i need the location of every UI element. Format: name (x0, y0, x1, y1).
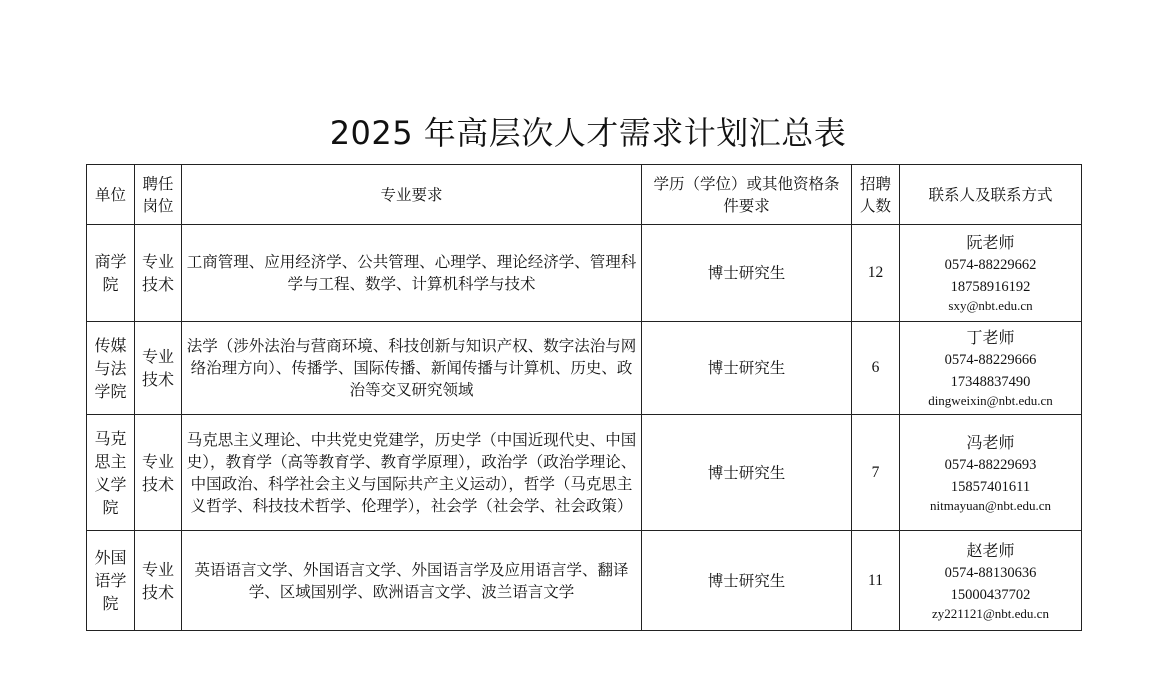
cell-contact (900, 225, 1082, 322)
contact-mobile: 18758916192 (950, 279, 1031, 295)
header-contact: 联系人及联系方式 (900, 165, 1082, 225)
unit-label: 马克思主义学院 (94, 428, 127, 517)
cell-education: 博士研究生 (642, 225, 852, 322)
cell-count: 11 (852, 531, 900, 631)
header-major: 专业要求 (182, 165, 642, 225)
cell-contact (900, 415, 1082, 531)
contact-phone: 0574-88229693 (944, 456, 1037, 473)
contact-mobile: 15000437702 (950, 586, 1031, 603)
contact-name: 丁老师 (966, 328, 1015, 347)
contact-name: 阮老师 (966, 233, 1015, 252)
table-row (87, 531, 1082, 631)
contact-name: 赵老师 (966, 540, 1015, 560)
major-text: 马克思主义理论、中共党史党建学，历史学（中国近现代史、中国史），教育学（高等教育学、教育学原理），政治学（政治学理论、中国政治、科学社会主义与国际共产主义运动），哲学（马克思主义哲学、科技技术哲学、伦理学），社会学（社会学、社会政策） (186, 430, 637, 515)
cell-unit (87, 225, 135, 322)
cell-count: 6 (852, 322, 900, 415)
unit-label: 外国语学院 (94, 548, 127, 613)
cell-major (182, 225, 642, 322)
cell-position (135, 322, 182, 415)
contact-mobile: 17348837490 (950, 374, 1031, 390)
position-label: 专业技术 (141, 451, 174, 494)
cell-count: 7 (852, 415, 900, 531)
cell-unit (87, 322, 135, 415)
position-label: 专业技术 (141, 347, 174, 389)
header-count (852, 165, 900, 225)
cell-position (135, 225, 182, 322)
header-position-label: 聘任岗位 (142, 174, 174, 215)
contact-email: sxy@nbt.edu.cn (948, 298, 1033, 313)
table-header-row (87, 165, 1082, 225)
position-label: 专业技术 (141, 559, 174, 602)
header-unit: 单位 (87, 165, 135, 225)
cell-position (135, 531, 182, 631)
contact-phone: 0574-88229662 (944, 257, 1037, 273)
position-label: 专业技术 (141, 252, 174, 294)
cell-major (182, 322, 642, 415)
major-text: 法学（涉外法治与营商环境、科技创新与知识产权、数字法治与网络治理方向）、传播学、国际传播、新闻传播与计算机、历史、政治等交叉研究领域 (186, 337, 637, 399)
cell-contact (900, 531, 1082, 631)
cell-unit (87, 531, 135, 631)
unit-label: 传媒与法学院 (94, 335, 127, 401)
cell-contact (900, 322, 1082, 415)
contact-name: 冯老师 (966, 432, 1015, 452)
header-position (135, 165, 182, 225)
major-text: 英语语言文学、外国语言文学、外国语言学及应用语言学、翻译学、区域国别学、欧洲语言文学、波兰语言文学 (194, 560, 629, 601)
cell-education: 博士研究生 (642, 322, 852, 415)
cell-education: 博士研究生 (642, 531, 852, 631)
table-row (87, 322, 1082, 415)
cell-major (182, 531, 642, 631)
cell-count: 12 (852, 225, 900, 322)
contact-phone: 0574-88229666 (944, 352, 1037, 368)
cell-unit (87, 415, 135, 531)
major-text: 工商管理、应用经济学、公共管理、心理学、理论经济学、管理科学与工程、数学、计算机科学与技术 (186, 253, 637, 293)
header-education (642, 165, 852, 225)
page-title: 2025 年高层次人才需求计划汇总表 (329, 114, 847, 152)
contact-email: nitmayuan@nbt.edu.cn (930, 497, 1051, 513)
header-education-label: 学历（学位）或其他资格条件要求 (653, 174, 840, 215)
unit-label: 商学院 (94, 252, 127, 294)
recruitment-table (86, 164, 1082, 631)
contact-phone: 0574-88130636 (944, 564, 1037, 581)
header-count-label: 招聘人数 (859, 174, 891, 215)
contact-email: dingweixin@nbt.edu.cn (928, 393, 1053, 408)
contact-mobile: 15857401611 (950, 478, 1031, 495)
table-row (87, 225, 1082, 322)
cell-major (182, 415, 642, 531)
cell-education: 博士研究生 (642, 415, 852, 531)
table-row (87, 415, 1082, 531)
cell-position (135, 415, 182, 531)
contact-email: zy221121@nbt.edu.cn (932, 605, 1049, 621)
